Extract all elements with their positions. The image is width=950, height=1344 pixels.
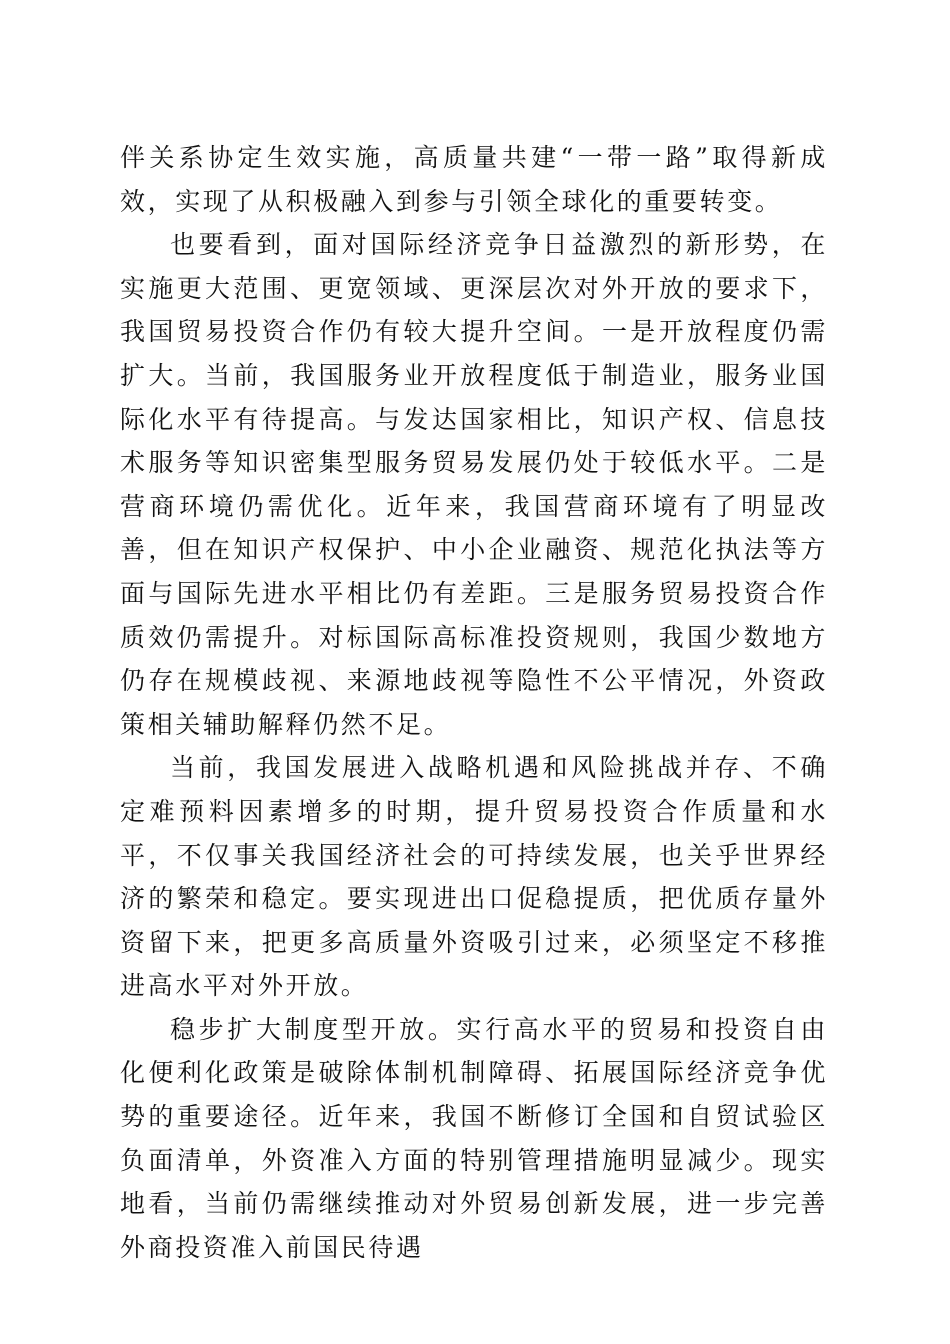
paragraph-challenges: 也要看到，面对国际经济竞争日益激烈的新形势，在实施更大范围、更宽领域、更深层次对外开放的要求下，我国贸易投资合作仍有较大提升空间。一是开放程度仍需扩大。当前，我国服务业开放程度低于制造业，服务业国际化水平有待提高。与发达国家相比，知识产权、信息技术服务等知识密集型服务贸易发展仍处于较低水平。二是营商环境仍需优化。近年来，我国营商环境有了明显改善，但在知识产权保护、中小企业融资、规范化执法等方面与国际先进水平相比仍有差距。三是服务贸易投资合作质效仍需提升。对标国际高标准投资规则，我国少数地方仍存在规模歧视、来源地歧视等隐性不公平情况，外资政策相关辅助解释仍然不足。 (120, 230, 828, 739)
paragraph-current-situation: 当前，我国发展进入战略机遇和风险挑战并存、不确定难预料因素增多的时期，提升贸易投资合作质量和水平，不仅事关我国经济社会的可持续发展，也关乎世界经济的繁荣和稳定。要实现进出口促稳提质，把优质存量外资留下来，把更多高质量外资吸引过来，必须坚定不移推进高水平对外开放。 (120, 753, 828, 1001)
paragraph-institutional-opening: 稳步扩大制度型开放。实行高水平的贸易和投资自由化便利化政策是破除体制机制障碍、拓展国际经济竞争优势的重要途径。近年来，我国不断修订全国和自贸试验区负面清单，外资准入方面的特别管理措施明显减少。现实地看，当前仍需继续推动对外贸易创新发展，进一步完善外商投资准入前国民待遇 (120, 1014, 828, 1262)
paragraph-continuation: 伴关系协定生效实施，高质量共建“一带一路”取得新成效，实现了从积极融入到参与引领全球化的重要转变。 (120, 143, 828, 216)
body-text (120, 136, 828, 1269)
